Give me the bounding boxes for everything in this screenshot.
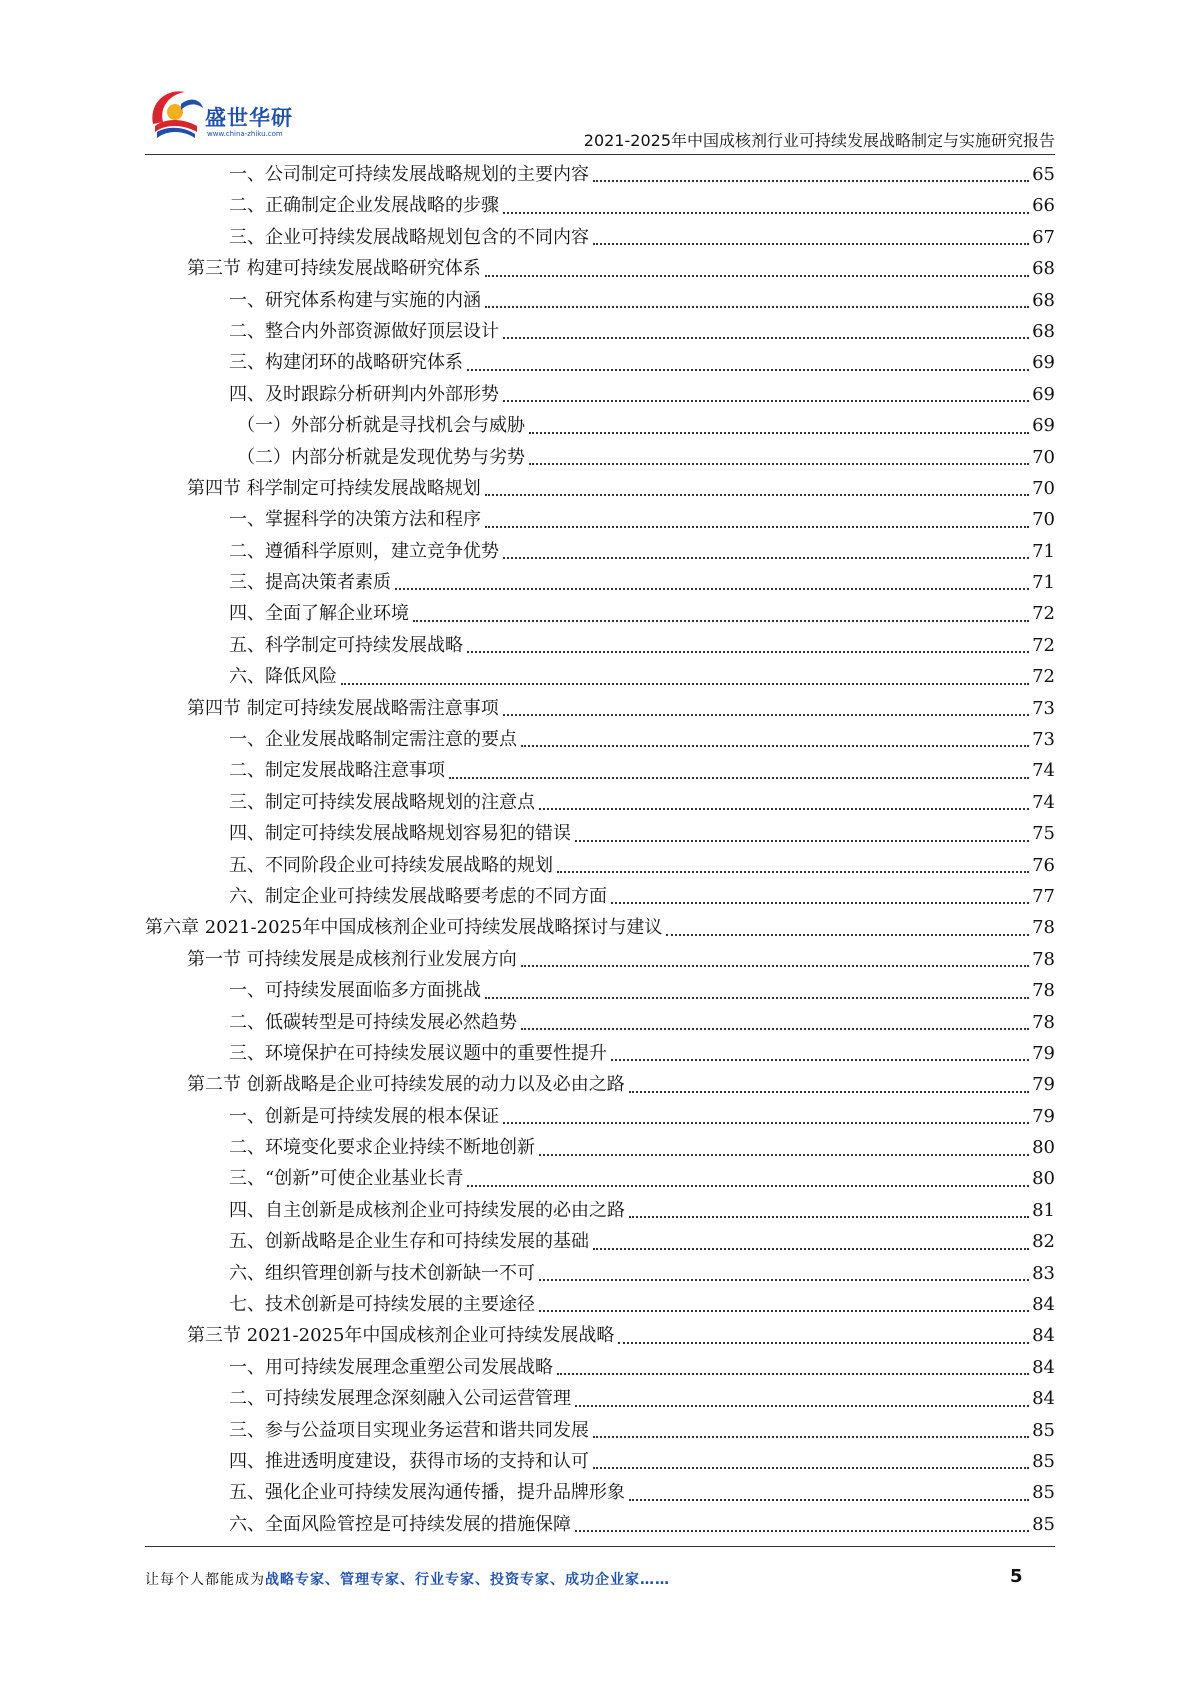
toc-entry[interactable] xyxy=(145,285,1055,316)
toc-entry-page: 71 xyxy=(1032,572,1055,594)
toc-dot-leader xyxy=(666,934,1029,936)
toc-entry-title: 五、创新战略是企业生存和可持续发展的基础 xyxy=(229,1231,589,1253)
toc-entry-page: 68 xyxy=(1032,258,1055,280)
toc-dot-leader xyxy=(593,1467,1029,1469)
toc-dot-leader xyxy=(529,432,1029,434)
toc-entry-page: 85 xyxy=(1032,1513,1055,1535)
toc-entry[interactable] xyxy=(145,253,1055,284)
logo-emblem-icon xyxy=(145,82,207,144)
toc-entry-page: 70 xyxy=(1032,509,1055,531)
toc-dot-leader xyxy=(575,840,1029,842)
toc-entry-title: 三、构建闭环的战略研究体系 xyxy=(229,352,463,374)
toc-entry-page: 78 xyxy=(1032,948,1055,970)
toc-entry[interactable] xyxy=(145,1509,1055,1540)
toc-entry-title: 四、自主创新是成核剂企业可持续发展的必由之路 xyxy=(229,1199,625,1221)
toc-entry-page: 74 xyxy=(1032,760,1055,782)
toc-entry[interactable] xyxy=(145,1320,1055,1351)
toc-entry-title: 三、制定可持续发展战略规划的注意点 xyxy=(229,791,535,813)
toc-entry-page: 65 xyxy=(1032,163,1055,185)
toc-entry[interactable] xyxy=(145,222,1055,253)
toc-entry[interactable] xyxy=(145,1415,1055,1446)
toc-entry-page: 84 xyxy=(1032,1294,1055,1316)
logo-url: www.china-zhiku.com xyxy=(207,130,283,138)
toc-dot-leader xyxy=(611,1059,1029,1061)
toc-entry[interactable] xyxy=(145,1164,1055,1195)
toc-dot-leader xyxy=(539,808,1029,810)
toc-entry[interactable] xyxy=(145,347,1055,378)
toc-entry-title: 第三节 2021-2025年中国成核剂企业可持续发展战略 xyxy=(187,1325,615,1347)
toc-entry-page: 72 xyxy=(1032,634,1055,656)
logo-name: 盛世华研 xyxy=(205,106,293,130)
toc-dot-leader xyxy=(539,1154,1029,1156)
toc-entry-page: 83 xyxy=(1032,1262,1055,1284)
toc-entry[interactable] xyxy=(145,1195,1055,1226)
slogan-prefix: 让每个人都能成为 xyxy=(145,1572,265,1588)
toc-entry-title: 三、参与公益项目实现业务运营和谐共同发展 xyxy=(229,1419,589,1441)
toc-dot-leader xyxy=(503,400,1029,402)
toc-dot-leader xyxy=(503,557,1029,559)
toc-entry[interactable] xyxy=(145,1383,1055,1414)
toc-entry[interactable] xyxy=(145,598,1055,629)
toc-entry[interactable] xyxy=(145,190,1055,221)
toc-entry-title: 七、技术创新是可持续发展的主要途径 xyxy=(229,1294,535,1316)
toc-entry-title: 二、遵循科学原则，建立竞争优势 xyxy=(229,540,499,562)
toc-entry[interactable] xyxy=(145,912,1055,943)
page-header xyxy=(145,82,1055,152)
toc-entry-title: 第二节 创新战略是企业可持续发展的动力以及必由之路 xyxy=(187,1074,625,1096)
toc-entry[interactable] xyxy=(145,1038,1055,1069)
toc-entry-title: 二、低碳转型是可持续发展必然趋势 xyxy=(229,1011,517,1033)
toc-entry[interactable] xyxy=(145,504,1055,535)
toc-entry[interactable] xyxy=(145,724,1055,755)
toc-entry-title: 四、及时跟踪分析研判内外部形势 xyxy=(229,383,499,405)
toc-entry[interactable] xyxy=(145,975,1055,1006)
toc-entry-page: 69 xyxy=(1032,383,1055,405)
toc-entry-title: 一、公司制定可持续发展战略规划的主要内容 xyxy=(229,163,589,185)
toc-entry-page: 85 xyxy=(1032,1482,1055,1504)
toc-entry[interactable] xyxy=(145,881,1055,912)
toc-dot-leader xyxy=(529,463,1029,465)
toc-entry-page: 78 xyxy=(1032,980,1055,1002)
toc-entry-title: 四、推进透明度建设，获得市场的支持和认可 xyxy=(229,1451,589,1472)
toc-dot-leader xyxy=(503,1122,1029,1124)
toc-entry[interactable] xyxy=(145,442,1055,473)
toc-entry-page: 84 xyxy=(1032,1325,1055,1347)
toc-entry-title: 一、用可持续发展理念重塑公司发展战略 xyxy=(229,1356,553,1378)
toc-dot-leader xyxy=(557,871,1029,873)
toc-dot-leader xyxy=(503,212,1029,214)
toc-entry-title: 第一节 可持续发展是成核剂行业发展方向 xyxy=(187,948,517,970)
toc-entry-title: 一、可持续发展面临多方面挑战 xyxy=(229,980,481,1002)
toc-dot-leader xyxy=(521,745,1029,747)
toc-dot-leader xyxy=(467,651,1029,653)
toc-entry-page: 67 xyxy=(1032,226,1055,248)
toc-entry-page: 68 xyxy=(1032,289,1055,311)
toc-entry-title: 六、降低风险 xyxy=(229,666,337,688)
toc-dot-leader xyxy=(593,1248,1029,1250)
toc-entry-page: 84 xyxy=(1032,1356,1055,1378)
toc-entry-page: 74 xyxy=(1032,791,1055,813)
toc-dot-leader xyxy=(611,902,1029,904)
toc-dot-leader xyxy=(341,683,1029,685)
toc-dot-leader xyxy=(629,1499,1029,1501)
toc-entry-page: 68 xyxy=(1032,320,1055,342)
toc-entry-title: 一、创新是可持续发展的根本保证 xyxy=(229,1105,499,1127)
toc-entry[interactable] xyxy=(145,850,1055,881)
toc-dot-leader xyxy=(629,1216,1029,1218)
toc-entry-page: 66 xyxy=(1032,195,1055,217)
toc-entry[interactable] xyxy=(145,410,1055,441)
toc-entry[interactable] xyxy=(145,1069,1055,1100)
toc-entry-title: 六、制定企业可持续发展战略要考虑的不同方面 xyxy=(229,885,607,907)
toc-entry[interactable] xyxy=(145,1132,1055,1163)
toc-dot-leader xyxy=(467,369,1029,371)
toc-dot-leader xyxy=(485,275,1029,277)
toc-entry[interactable] xyxy=(145,818,1055,849)
toc-entry-title: 第六章 2021-2025年中国成核剂企业可持续发展战略探讨与建议 xyxy=(145,917,663,939)
toc-dot-leader xyxy=(467,1185,1029,1187)
toc-entry-title: 六、组织管理创新与技术创新缺一不可 xyxy=(229,1262,535,1284)
toc-entry-page: 78 xyxy=(1032,917,1055,939)
toc-entry[interactable] xyxy=(145,316,1055,347)
toc-entry-page: 72 xyxy=(1032,603,1055,625)
toc-entry-page: 85 xyxy=(1032,1451,1055,1472)
toc-entry[interactable] xyxy=(145,159,1055,190)
toc-entry-page: 73 xyxy=(1032,697,1055,719)
toc-entry-page: 69 xyxy=(1032,352,1055,374)
toc-entry-title: 第三节 构建可持续发展战略研究体系 xyxy=(187,258,481,280)
toc-dot-leader xyxy=(485,526,1029,528)
document-title: 2021-2025年中国成核剂行业可持续发展战略制定与实施研究报告 xyxy=(583,131,1055,150)
toc-entry[interactable] xyxy=(145,944,1055,975)
toc-entry-page: 81 xyxy=(1032,1199,1055,1221)
toc-entry-page: 79 xyxy=(1032,1105,1055,1127)
toc-entry-page: 78 xyxy=(1032,1011,1055,1033)
toc-entry-title: （一）外部分析就是寻找机会与威胁 xyxy=(237,415,525,437)
toc-entry-title: 二、整合内外部资源做好顶层设计 xyxy=(229,320,499,342)
toc-entry-title: 三、提高决策者素质 xyxy=(229,572,391,594)
toc-entry[interactable] xyxy=(145,787,1055,818)
toc-entry-title: 一、企业发展战略制定需注意的要点 xyxy=(229,729,517,751)
toc-entry-title: 三、环境保护在可持续发展议题中的重要性提升 xyxy=(229,1042,607,1064)
toc-dot-leader xyxy=(539,1279,1029,1281)
toc-entry[interactable] xyxy=(145,536,1055,567)
toc-entry-title: 第四节 科学制定可持续发展战略规划 xyxy=(187,477,481,499)
toc-entry[interactable] xyxy=(145,567,1055,598)
toc-entry-page: 79 xyxy=(1032,1042,1055,1064)
footer-slogan xyxy=(145,1569,670,1589)
toc-entry-title: 二、制定发展战略注意事项 xyxy=(229,760,445,782)
toc-dot-leader xyxy=(618,1342,1029,1344)
toc-entry[interactable] xyxy=(145,661,1055,692)
page-number: 5 xyxy=(1010,1566,1023,1587)
toc-entry-page: 73 xyxy=(1032,729,1055,751)
toc-entry-title: 二、正确制定企业发展战略的步骤 xyxy=(229,195,499,217)
toc-entry-title: 五、科学制定可持续发展战略 xyxy=(229,634,463,656)
toc-entry-title: 第四节 制定可持续发展战略需注意事项 xyxy=(187,697,499,719)
toc-entry-title: 一、掌握科学的决策方法和程序 xyxy=(229,509,481,531)
toc-entry-page: 77 xyxy=(1032,885,1055,907)
toc-entry-page: 80 xyxy=(1032,1168,1055,1190)
toc-entry[interactable] xyxy=(145,630,1055,661)
toc-entry-title: 二、环境变化要求企业持续不断地创新 xyxy=(229,1137,535,1159)
toc-entry-page: 69 xyxy=(1032,415,1055,437)
slogan-emphasis: 战略专家、管理专家、行业专家、投资专家、成功企业家…… xyxy=(265,1572,670,1588)
toc-entry-page: 75 xyxy=(1032,823,1055,845)
toc-entry-title: 六、全面风险管控是可持续发展的措施保障 xyxy=(229,1513,571,1535)
toc-dot-leader xyxy=(593,1436,1029,1438)
toc-entry[interactable] xyxy=(145,1101,1055,1132)
toc-dot-leader xyxy=(395,588,1029,590)
toc-dot-leader xyxy=(557,1373,1029,1375)
toc-entry[interactable] xyxy=(145,1289,1055,1320)
toc-entry-title: 四、全面了解企业环境 xyxy=(229,603,409,625)
toc-entry-page: 70 xyxy=(1032,446,1055,468)
toc-dot-leader xyxy=(485,306,1029,308)
toc-dot-leader xyxy=(575,1405,1029,1407)
toc-entry[interactable] xyxy=(145,1226,1055,1257)
toc-dot-leader xyxy=(629,1091,1029,1093)
toc-dot-leader xyxy=(593,243,1029,245)
toc-entry-page: 72 xyxy=(1032,666,1055,688)
toc-entry[interactable] xyxy=(145,1477,1055,1508)
toc-entry[interactable] xyxy=(145,379,1055,410)
toc-entry[interactable] xyxy=(145,693,1055,724)
toc-dot-leader xyxy=(521,1028,1029,1030)
toc-dot-leader xyxy=(593,180,1029,182)
header-divider xyxy=(145,154,1055,155)
toc-entry-title: 三、企业可持续发展战略规划包含的不同内容 xyxy=(229,226,589,248)
toc-entry-page: 71 xyxy=(1032,540,1055,562)
toc-entry-page: 82 xyxy=(1032,1231,1055,1253)
toc-dot-leader xyxy=(521,965,1029,967)
table-of-contents xyxy=(145,159,1055,1540)
toc-dot-leader xyxy=(449,777,1029,779)
footer-divider xyxy=(145,1546,1055,1547)
toc-entry[interactable] xyxy=(145,1446,1055,1477)
toc-entry-title: 四、制定可持续发展战略规划容易犯的错误 xyxy=(229,823,571,845)
toc-dot-leader xyxy=(503,714,1029,716)
toc-entry-page: 70 xyxy=(1032,477,1055,499)
toc-dot-leader xyxy=(539,1310,1029,1312)
toc-entry-title: 一、研究体系构建与实施的内涵 xyxy=(229,289,481,311)
toc-entry-title: 五、不同阶段企业可持续发展战略的规划 xyxy=(229,854,553,876)
company-logo xyxy=(145,82,315,144)
toc-entry-title: （二）内部分析就是发现优势与劣势 xyxy=(237,446,525,468)
toc-dot-leader xyxy=(575,1530,1029,1532)
toc-entry-page: 85 xyxy=(1032,1419,1055,1441)
toc-dot-leader xyxy=(503,337,1029,339)
toc-entry-page: 76 xyxy=(1032,854,1055,876)
toc-entry-page: 79 xyxy=(1032,1074,1055,1096)
toc-entry[interactable] xyxy=(145,1007,1055,1038)
toc-entry[interactable] xyxy=(145,473,1055,504)
toc-dot-leader xyxy=(485,997,1029,999)
toc-entry-title: 二、可持续发展理念深刻融入公司运营管理 xyxy=(229,1388,571,1410)
toc-dot-leader xyxy=(485,494,1029,496)
toc-entry-page: 80 xyxy=(1032,1137,1055,1159)
toc-entry[interactable] xyxy=(145,1352,1055,1383)
toc-dot-leader xyxy=(413,620,1029,622)
toc-entry[interactable] xyxy=(145,1258,1055,1289)
toc-entry-title: 五、强化企业可持续发展沟通传播，提升品牌形象 xyxy=(229,1482,625,1504)
toc-entry-title: 三、“创新”可使企业基业长青 xyxy=(229,1168,464,1190)
toc-entry[interactable] xyxy=(145,755,1055,786)
toc-entry-page: 84 xyxy=(1032,1388,1055,1410)
